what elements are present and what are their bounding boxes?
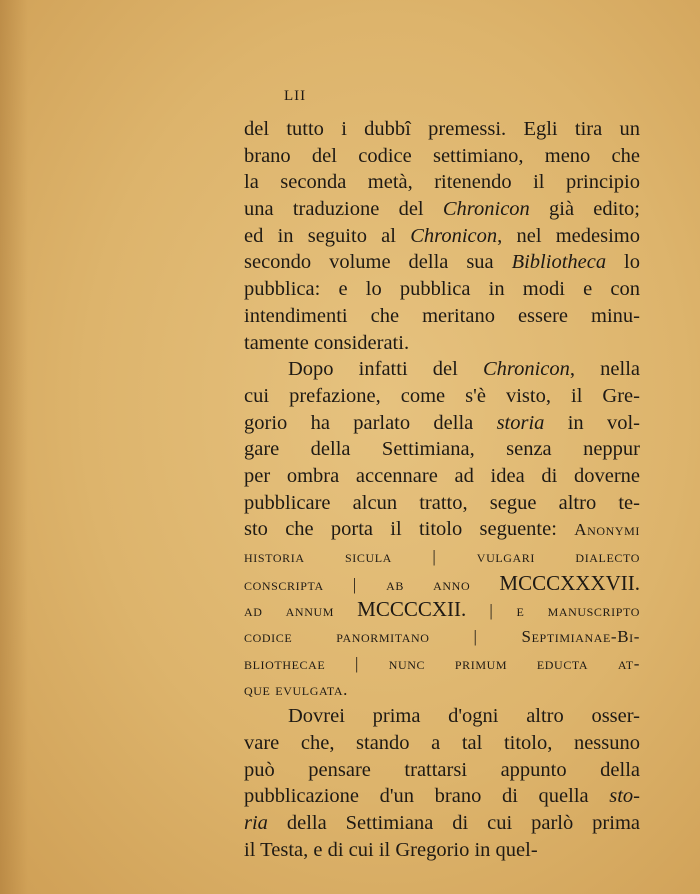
text-line: ed in seguito al Chronicon, nel medesimo xyxy=(244,224,640,247)
text-line: cui prefazione, come s'è visto, il Gre- xyxy=(244,384,640,407)
text-line: codice panormitano | Septimianae-Bi- xyxy=(244,627,640,647)
text-line: pubblica: e lo pubblica in modi e con xyxy=(244,278,640,301)
text-line: bliothecae | nunc primum educta at- xyxy=(244,653,640,673)
paragraph-1 xyxy=(244,116,640,356)
page-edge-shadow xyxy=(0,0,28,894)
text-line: per ombra accennare ad idea di doverne xyxy=(244,464,640,487)
paragraph-2 xyxy=(244,356,640,703)
text-line: Dovrei prima d'ogni altro osser- xyxy=(288,705,640,728)
text-line: ad annum MCCCCXII. | e manuscripto xyxy=(244,597,640,622)
text-line: una traduzione del Chronicon già edito; xyxy=(244,198,640,221)
paragraph-3 xyxy=(244,703,640,863)
text-line: Dopo infatti del Chronicon, nella xyxy=(288,358,641,381)
text-line: tamente considerati. xyxy=(244,331,410,354)
text-line: brano del codice settimiano, meno che xyxy=(244,144,640,167)
text-line: que evulgata. xyxy=(244,680,348,700)
text-line: intendimenti che meritano essere minu- xyxy=(244,304,640,327)
text-line: conscripta | ab anno MCCCXXXVII. xyxy=(244,570,640,595)
text-line: historia sicula | vulgari dialecto xyxy=(244,547,640,566)
text-line: del tutto i dubbî premessi. Egli tira un xyxy=(244,118,640,140)
text-line: ria della Settimiana di cui parlò prima xyxy=(244,811,640,834)
text-line: vare che, stando a tal titolo, nessuno xyxy=(244,731,640,754)
text-line: la seconda metà, ritenendo il principio xyxy=(244,171,640,194)
body-text xyxy=(244,116,640,863)
text-line: gare della Settimiana, senza neppur xyxy=(244,438,640,461)
text-line: sto che porta il titolo seguente: Anonymi xyxy=(244,518,640,541)
text-line: pubblicazione d'un brano di quella sto- xyxy=(244,785,640,808)
text-line: può pensare trattarsi appunto della xyxy=(244,758,640,781)
text-line: secondo volume della sua Bibliotheca lo xyxy=(244,251,640,274)
text-line: gorio ha parlato della storia in vol- xyxy=(244,411,640,434)
page-number: LII xyxy=(284,88,307,104)
text-line: il Testa, e di cui il Gregorio in quel- xyxy=(244,838,538,861)
text-line: pubblicare alcun tratto, segue altro te- xyxy=(244,491,640,514)
